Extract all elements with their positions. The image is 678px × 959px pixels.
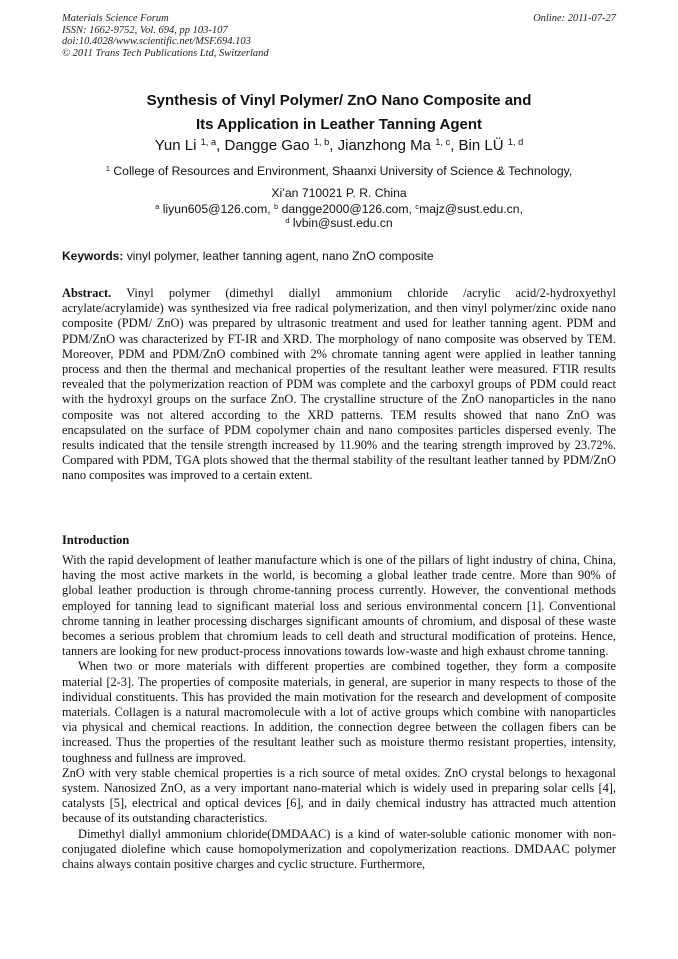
- email-address[interactable]: majz@sust.edu.cn,: [419, 202, 523, 216]
- author-name: Yun Li: [154, 137, 197, 154]
- author-affil-sup: 1, a: [200, 136, 217, 147]
- email-address[interactable]: lvbin@sust.edu.cn: [292, 216, 393, 230]
- issn-line: ISSN: 1662-9752, Vol. 694, pp 103-107: [62, 24, 228, 36]
- intro-paragraph: ZnO with very stable chemical properties is a rich source of metal oxides. ZnO crystal belongs to hexagonal system. Nanosized ZnO, as a very important nano-material which is widely used in preparing solar cells [4], catalysts [5], electrical and optical devices [6], and in daily chemical industry has attracted much attention because of its outstanding characteristics.: [62, 765, 616, 826]
- doi-line: doi:10.4028/www.scientific.net/MSF.694.103: [62, 36, 251, 47]
- introduction-body: [62, 553, 616, 872]
- email-line2: [62, 216, 616, 230]
- journal-header: [62, 13, 269, 59]
- email-sup: b: [274, 201, 279, 211]
- email-sup: d: [285, 215, 290, 225]
- paper-title-line1: Synthesis of Vinyl Polymer/ ZnO Nano Composite and: [146, 92, 532, 109]
- author-name: Jianzhong Ma: [337, 137, 432, 154]
- email-address[interactable]: dangge2000@126.com,: [281, 202, 412, 216]
- affiliation-sup: 1: [105, 163, 110, 173]
- keywords-label: Keywords:: [62, 249, 124, 263]
- abstract-text: Vinyl polymer (dimethyl diallyl ammonium chloride /acrylic acid/2-hydroxyethyl acrylate/acrylamide) was synthesized via free radical polymerization, and then vinyl polymer/zinc oxide nano composite (PDM/ ZnO) was prepared by ultrasonic treatment and used for leather tanning agent. PDM and PDM/ZnO was characterized by FT-IR and XRD. The morphology of nano composite was observed by TEM. Moreover, PDM and PDM/ZnO combined with 2% chromate tanning agent were applied in leather tanning process and then the thermal and mechanical properties of the resultant leather were measured. FTIR results revealed that the polymerization reaction of PDM was complete and the carboxyl groups of PDM could react with the hydroxyl groups on the surface ZnO. The crystalline structure of the ZnO nanoparticles in the nano composite was not altered according to the XRD patterns. TEM results showed that nano ZnO was encapsulated on the surface of PDM copolymer chain and nano composites particles dispersed evenly. The results indicated that the tensile strength increased by 11.90% and the tearing strength improved by 23.72%. Compared with PDM, TGA plots showed that the thermal stability of the resultant leather tanned by PDM/ZnO nano composites was improved to a certain extent.: [62, 286, 617, 483]
- intro-paragraph: With the rapid development of leather manufacture which is one of the pillars of light industry of china, China, having the most active markets in the world, is becoming a global leather trade centre. More than 90% of global leather production is through chrome-tanning process currently. However, the conventional methods employed for tanning lead to significant material loss and serious environmental concern [1]. Conventional chrome tanning in leather processing discharges significant amounts of chromium, and disposal of these waste becomes a serious problem that chromium leads to cell death and structural modification of proteins. Hence, tanners are looking for new product-process innovations towards low-waste and high exhaust chrome tanning.: [62, 553, 616, 659]
- intro-paragraph: Dimethyl diallyl ammonium chloride(DMDAAC) is a kind of water-soluble cationic monomer with non-conjugated diolefine which cause homopolymerization and copolymerization reactions. DMDAAC polymer chains always contain positive charges and cyclic structure. Furthermore,: [62, 826, 616, 872]
- copyright-line: © 2011 Trans Tech Publications Ltd, Switzerland: [62, 47, 269, 59]
- abstract-label: Abstract.: [62, 286, 112, 300]
- author-list: Yun Li $^{1, a}$, Dangge Gao $^{1, b}$, Jianzhong Ma $^{1, c}$, Bin LÜ $^{1, d}$: [154, 136, 524, 154]
- author-name: Bin LÜ: [458, 137, 504, 154]
- abstract: [62, 286, 616, 484]
- author-affil-sup: 1, d: [507, 136, 524, 147]
- introduction-heading: Introduction: [62, 533, 130, 547]
- intro-paragraph: When two or more materials with different properties are combined together, they form a composite material [2-3]. The properties of composite materials, in general, are superior in many respects to those of the individual constituents. This has provided the main motivation for the research and development of composite materials. Collagen is a natural macromolecule with a lot of active groups which combine with nanoparticles via physical and chemical reactions. In addition, the connection degree between the collagen fibers can be increased. Thus the properties of the resultant leather such as moisture thermo resistant properties, intensity, toughness and fullness are improved.: [62, 659, 616, 765]
- email-sup: a: [155, 201, 160, 211]
- email-line1: [62, 202, 616, 216]
- journal-name: Materials Science Forum: [62, 13, 169, 24]
- author-affil-sup: 1, c: [435, 136, 451, 147]
- affiliation-line2: Xi’an 710021 P. R. China: [271, 186, 407, 200]
- affiliation-line1: $^1$ College of Resources and Environment, Shaanxi University of Science & Technology,: [105, 163, 573, 178]
- email-sup: c: [415, 201, 420, 211]
- keywords-text: vinyl polymer, leather tanning agent, nano ZnO composite: [126, 249, 434, 263]
- keywords-line: [62, 249, 616, 263]
- author-name: Dangge Gao: [224, 137, 310, 154]
- online-date: Online: 2011-07-27: [533, 13, 616, 24]
- author-affil-sup: 1, b: [313, 136, 330, 147]
- email-address[interactable]: liyun605@126.com,: [162, 202, 271, 216]
- paper-title-line2: Its Application in Leather Tanning Agent: [195, 116, 483, 133]
